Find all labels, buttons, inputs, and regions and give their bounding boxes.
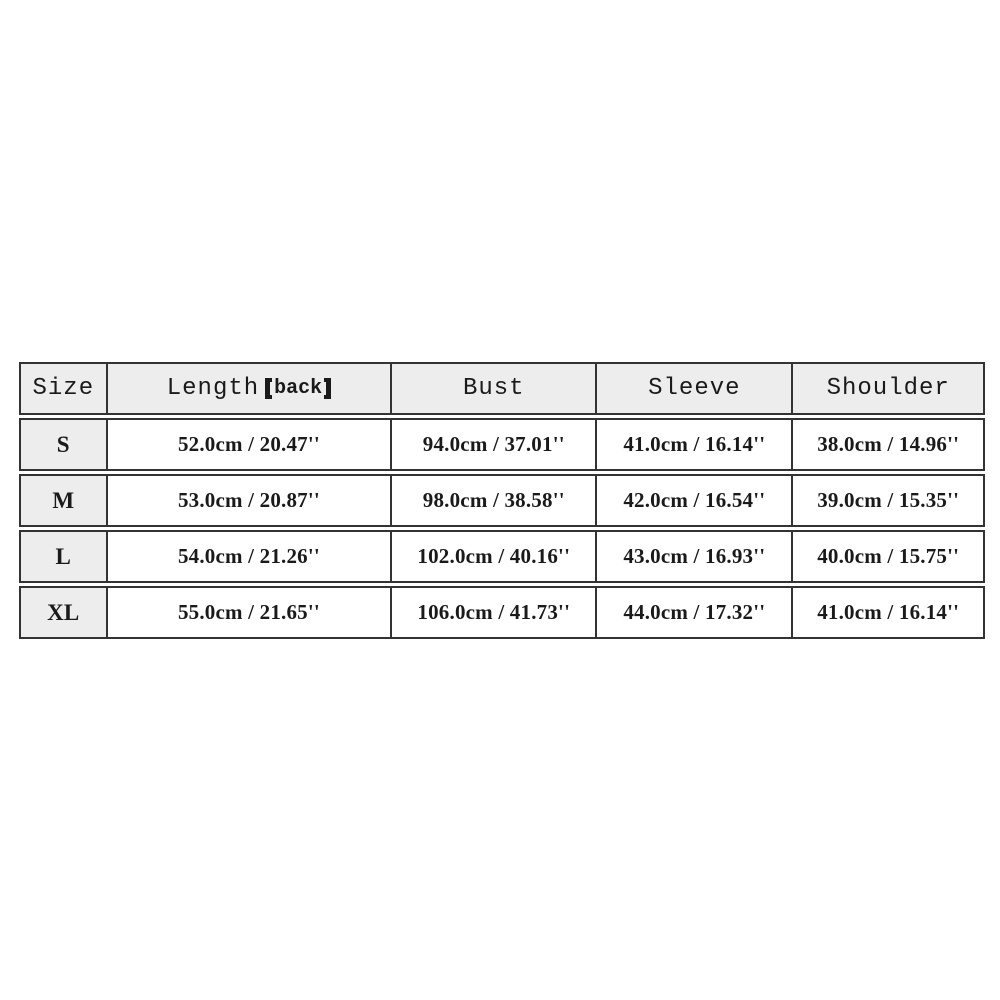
- table-row-l: [19, 530, 985, 583]
- length-value: 55.0cm / 21.65'': [108, 588, 393, 637]
- size-label: M: [21, 476, 108, 525]
- header-length-label: Length: [166, 375, 260, 402]
- header-size-label: Size: [32, 375, 95, 402]
- sleeve-value: 41.0cm / 16.14'': [597, 420, 793, 469]
- length-value: 52.0cm / 20.47'': [108, 420, 393, 469]
- length-value: 54.0cm / 21.26'': [108, 532, 393, 581]
- bust-value: 98.0cm / 38.58'': [392, 476, 597, 525]
- shoulder-value: 38.0cm / 14.96'': [817, 432, 960, 456]
- sleeve-value: 43.0cm / 16.93'': [597, 532, 793, 581]
- lenticular-bracket-open-icon: [265, 378, 272, 399]
- shoulder-value: 40.0cm / 15.75'': [817, 544, 960, 568]
- header-sleeve-label: Sleeve: [648, 375, 741, 402]
- header-length: [108, 364, 393, 413]
- lenticular-bracket: [265, 377, 331, 400]
- lenticular-bracket-close-icon: [324, 378, 331, 399]
- bust-value: 106.0cm / 41.73'': [392, 588, 597, 637]
- shoulder-value: 39.0cm / 15.35'': [817, 488, 960, 512]
- length-value: 53.0cm / 20.87'': [108, 476, 393, 525]
- shoulder-value: 41.0cm / 16.14'': [817, 600, 960, 624]
- header-sleeve: [597, 364, 793, 413]
- header-bust-label: Bust: [462, 375, 525, 402]
- header-shoulder: [793, 364, 983, 413]
- sleeve-value: 44.0cm / 17.32'': [597, 588, 793, 637]
- table-row-m: [19, 474, 985, 527]
- table-row-xl: [19, 586, 985, 639]
- bust-value: 102.0cm / 40.16'': [392, 532, 597, 581]
- size-label: XL: [21, 588, 108, 637]
- header-bust: [392, 364, 597, 413]
- size-label: S: [21, 420, 108, 469]
- size-label: L: [21, 532, 108, 581]
- table-row-s: [19, 418, 985, 471]
- header-length-back-label: back: [274, 377, 323, 400]
- header-shoulder-label: Shoulder: [826, 375, 950, 402]
- size-chart-table: [19, 362, 985, 639]
- bust-value: 94.0cm / 37.01'': [392, 420, 597, 469]
- table-header-row: [19, 362, 985, 415]
- sleeve-value: 42.0cm / 16.54'': [597, 476, 793, 525]
- header-size: [21, 364, 108, 413]
